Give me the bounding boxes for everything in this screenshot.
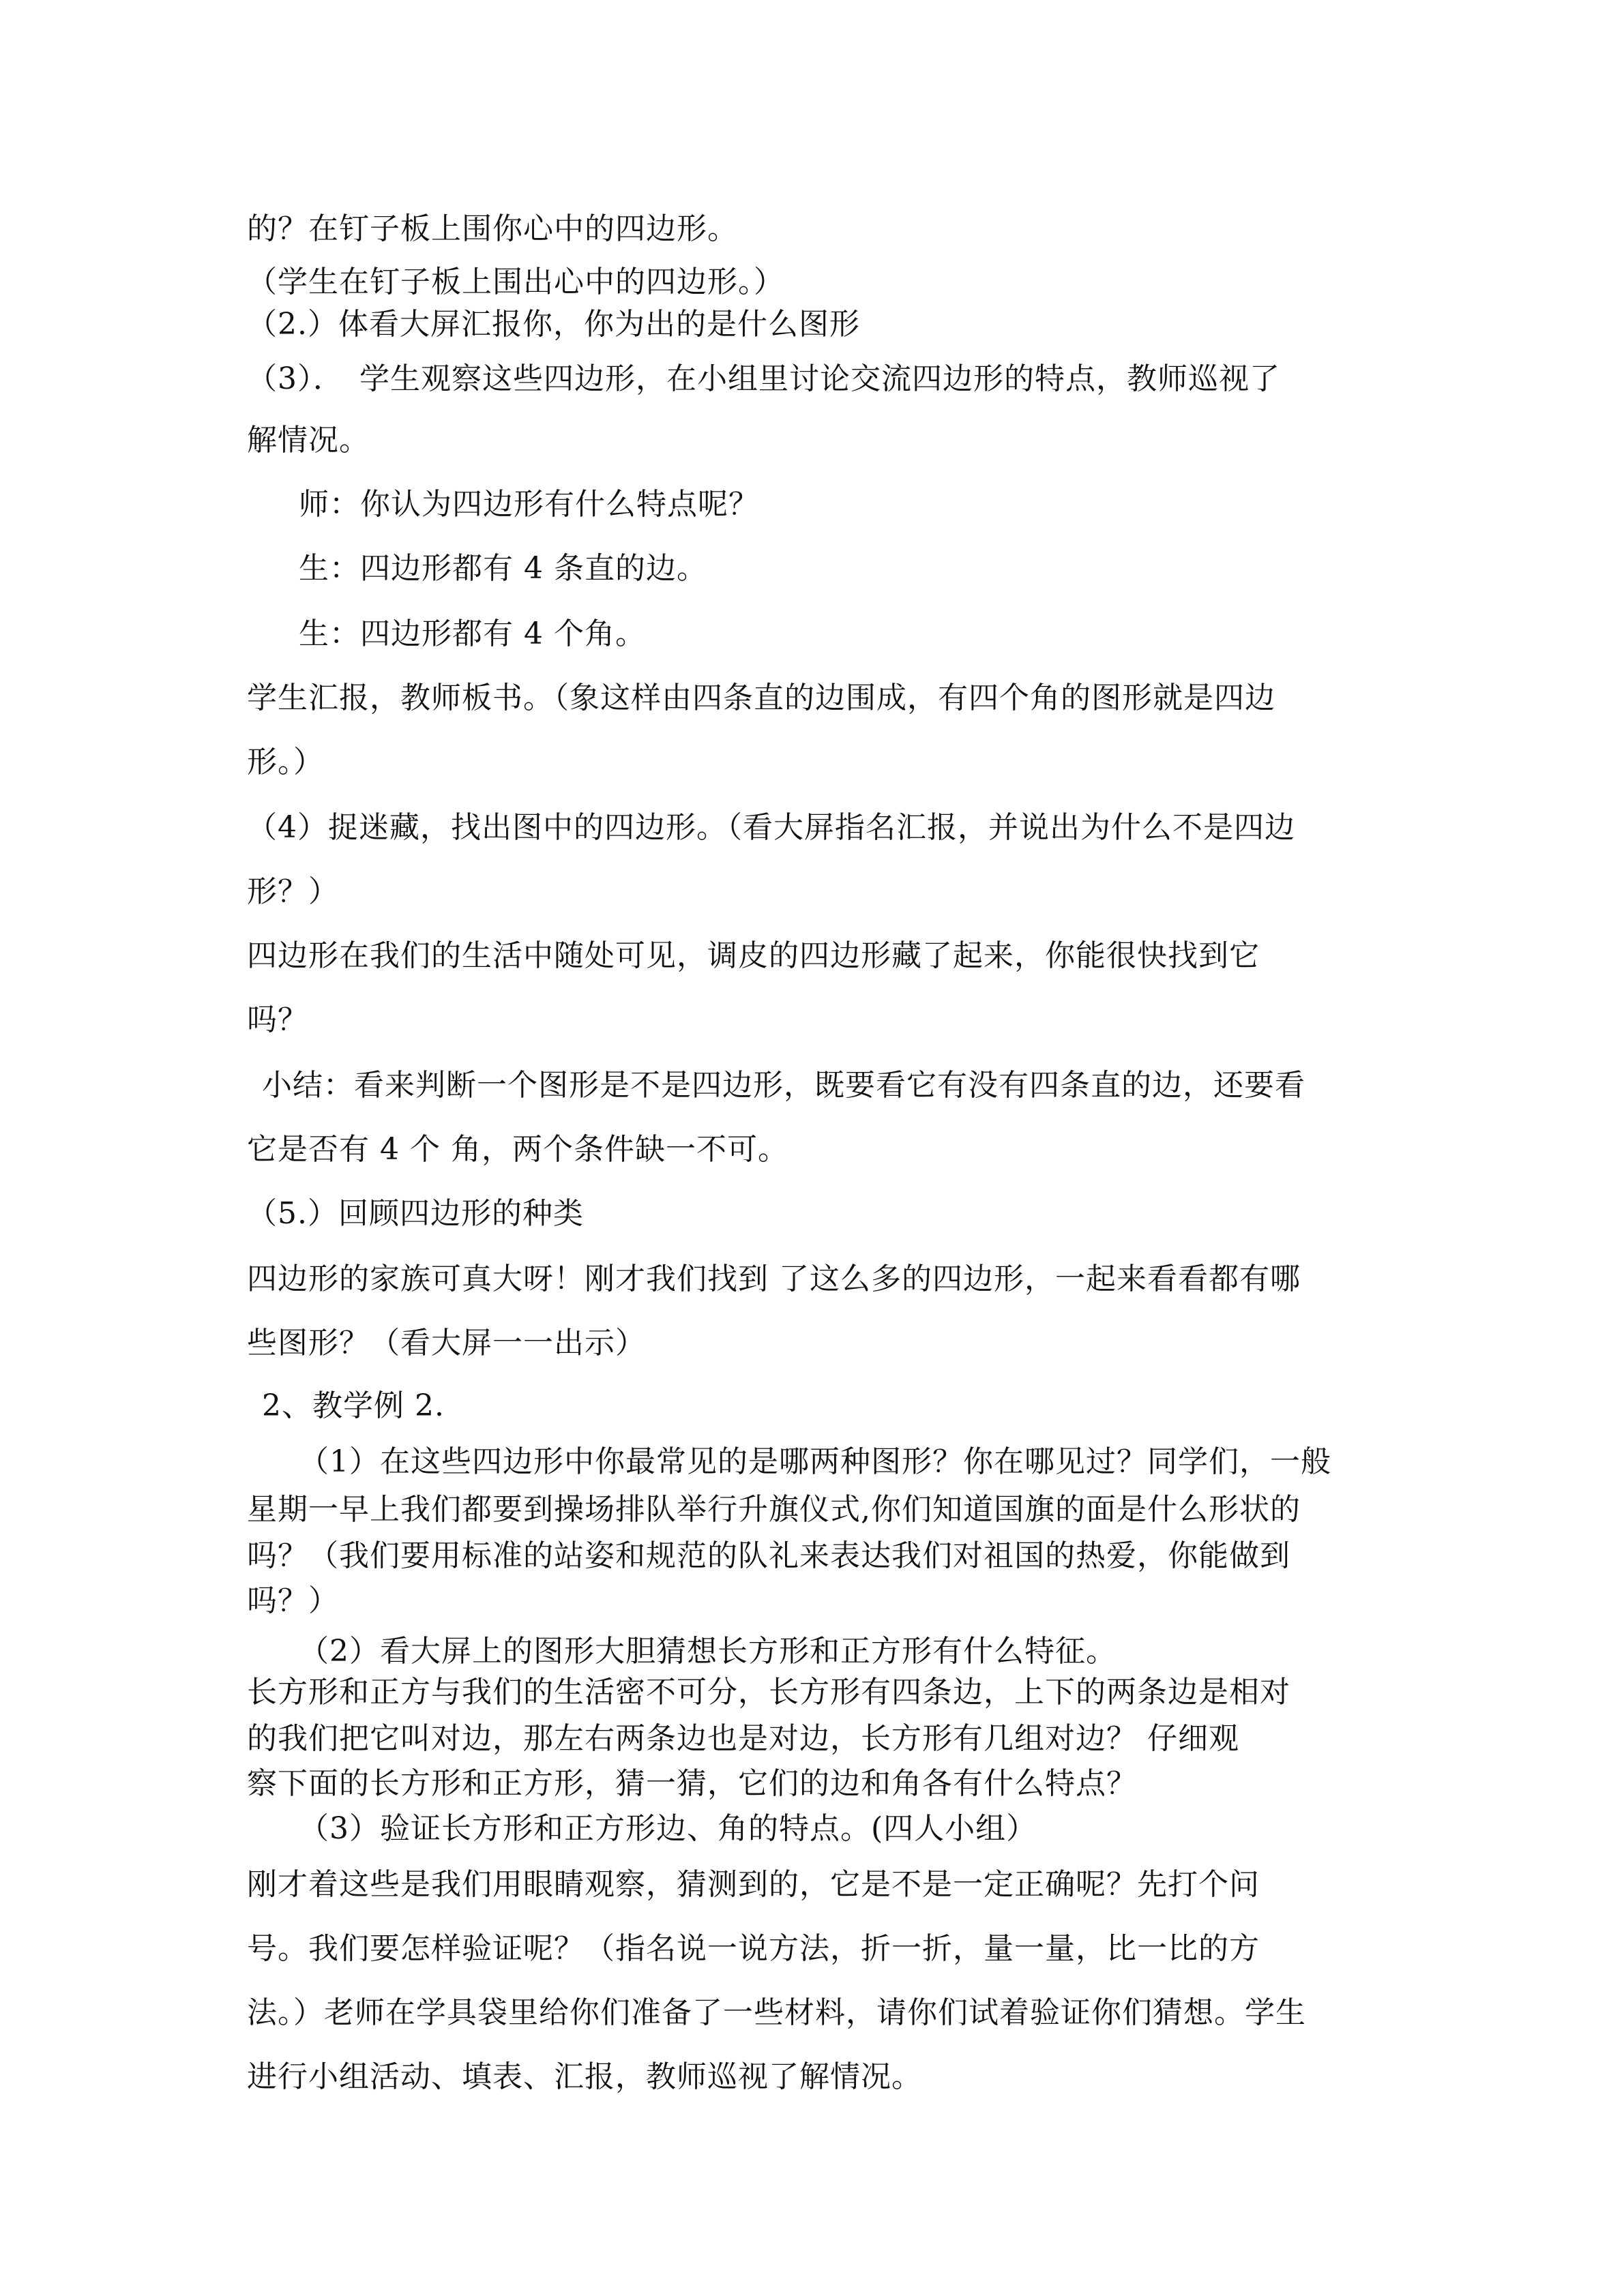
text-line: 吗？（我们要用标准的站姿和规范的队礼来表达我们对祖国的热爱，你能做到 bbox=[247, 1538, 1290, 1573]
text-line: 生：四边形都有 4 个角。 bbox=[299, 616, 646, 651]
text-line: （5.）回顾四边形的种类 bbox=[247, 1196, 584, 1231]
text-line: （2.）体看大屏汇报你，你为出的是什么图形 bbox=[247, 307, 860, 342]
text-line: 进行小组活动、填表、汇报，教师巡视了解情况。 bbox=[247, 2059, 922, 2094]
text-line: 学生汇报，教师板书。（象这样由四条直的边围成，有四个角的图形就是四边 bbox=[247, 681, 1275, 715]
text-line: 生：四边形都有 4 条直的边。 bbox=[299, 551, 707, 586]
text-line: （2）看大屏上的图形大胆猜想长方形和正方形有什么特征。 bbox=[299, 1634, 1117, 1669]
text-line: （1）在这些四边形中你最常见的是哪两种图形？你在哪见过？同学们，一般 bbox=[299, 1444, 1331, 1479]
text-line: 解情况。 bbox=[247, 423, 370, 458]
text-line: 吗？ bbox=[247, 1002, 308, 1037]
text-line: 形。） bbox=[247, 745, 324, 779]
text-line: 小结：看来判断一个图形是不是四边形，既要看它有没有四条直的边，还要看 bbox=[262, 1068, 1305, 1103]
text-line: 的我们把它叫对边，那左右两条边也是对边，长方形有几组对边？ 仔细观 bbox=[247, 1721, 1239, 1756]
text-line: 刚才着这些是我们用眼睛观察，猜测到的，它是不是一定正确呢？先打个问 bbox=[247, 1867, 1260, 1902]
text-line: 号。我们要怎样验证呢？（指名说一说方法，折一折，量一量，比一比的方 bbox=[247, 1931, 1260, 1966]
text-line: 法。）老师在学具袋里给你们准备了一些材料，请你们试着验证你们猜想。学生 bbox=[247, 1995, 1306, 2030]
text-line: 吗？） bbox=[247, 1583, 339, 1618]
text-line: 的？在钉子板上围你心中的四边形。 bbox=[247, 211, 738, 246]
text-line: 师：你认为四边形有什么特点呢？ bbox=[299, 487, 759, 522]
text-line: （3）验证长方形和正方形边、角的特点。(四人小组） bbox=[299, 1811, 1037, 1846]
text-line: 它是否有 4 个 角，两个条件缺一不可。 bbox=[247, 1132, 788, 1167]
text-line: （学生在钉子板上围出心中的四边形。） bbox=[247, 265, 784, 299]
text-line: 察下面的长方形和正方形，猜一猜，它们的边和角各有什么特点？ bbox=[247, 1766, 1137, 1801]
text-line: 2、教学例 2. bbox=[262, 1388, 445, 1423]
text-line: 形？） bbox=[247, 874, 339, 909]
text-line: （3）． 学生观察这些四边形，在小组里讨论交流四边形的特点，教师巡视了 bbox=[247, 361, 1280, 396]
text-line: 星期一早上我们都要到操场排队举行升旗仪式,你们知道国旗的面是什么形状的 bbox=[247, 1492, 1301, 1527]
text-line: 四边形的家族可真大呀！刚才我们找到 了这么多的四边形，一起来看看都有哪 bbox=[247, 1262, 1301, 1296]
text-line: 四边形在我们的生活中随处可见，调皮的四边形藏了起来，你能很快找到它 bbox=[247, 938, 1260, 973]
text-line: 些图形？（看大屏一一出示） bbox=[247, 1326, 646, 1360]
text-line: 长方形和正方与我们的生活密不可分，长方形有四条边，上下的两条边是相对 bbox=[247, 1675, 1290, 1710]
text-line: （4）捉迷藏，找出图中的四边形。（看大屏指名汇报，并说出为什么不是四边 bbox=[247, 810, 1295, 845]
